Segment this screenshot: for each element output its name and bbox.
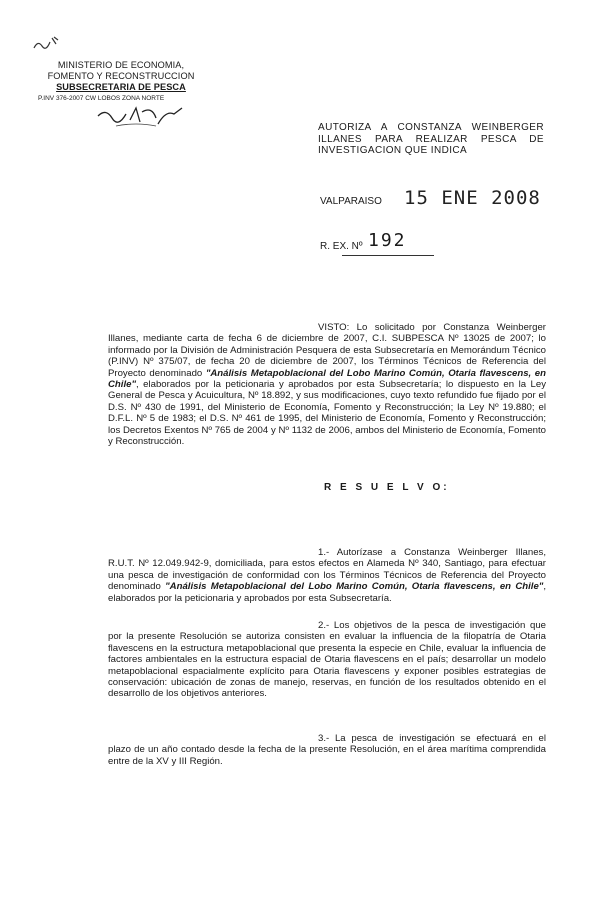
resolution-number: 192 [368,230,407,251]
project-title: "Análisis Metapoblacional del Lobo Marino Común, Otaria flavescens, en Chile" [108,367,546,391]
header-reference: P.INV 376-2007 CW LOBOS ZONA NORTE [38,95,165,102]
item2-paragraph: 2.- Los objetivos de la pesca de investigación que por la presente Resolución se autoriza consisten en evaluar la influencia de la filopatría de Otaria flavescens en la estructura metapoblacional que presenta la especie en Chile, evaluar la influencia de factores ambientales en la estructura espacial de Otaria flavescens en el país; desarrollar un modelo metapoblacional espacialmente explícito para Otaria flavescens y exponer posibles estrategias de conservación: ubicación de zonas de manejo, reservas, en función de los resultados obtenido en el desarrollo de los objetivos anteriores. [108,620,546,700]
resolution-label: R. EX. Nº [320,241,363,252]
subject-title: AUTORIZA A CONSTANZA WEINBERGER ILLANES PARA REALIZAR PESCA DE INVESTIGACION QUE INDICA [318,122,544,156]
visto-lead: VISTO: [318,322,350,333]
handwritten-mark-icon [32,34,62,52]
header-line3: SUBSECRETARIA DE PESCA [56,82,186,92]
place-label: VALPARAISO [320,196,382,207]
resolution-underline [342,255,434,256]
resuelvo-heading: R E S U E L V O: [324,482,450,493]
header-line2: FOMENTO Y RECONSTRUCCION [47,71,195,81]
visto-text-part2: , elaborados por la peticionaria y aprobados por esta Subsecretaría; lo dispuesto en la Ley General de Pesca y Acuicultura, Nº 18.892, y sus modificaciones, cuyo texto refundido fue fijado por el D.S. Nº 430 de 1991, del Ministerio de Economía, Fomento y Reconstrucción; la Ley Nº 19.880; el D.F.L. Nº 5 de 1983; el D.S. Nº 461 de 1995, del Ministerio de Economía, Fomento y Reconstrucción; los Decretos Exentos Nº 765 de 2004 y Nº 1132 de 2006, ambos del Ministerio de Economía, Fomento y Reconstrucción. [108,379,546,448]
item1-project-title: "Análisis Metapoblacional del Lobo Marino Común, Otaria flavescens, en Chile" [165,581,544,593]
signature-scribble-icon [96,104,186,130]
item1-text-part2: , elaborados por la peticionaria y aprobados por esta Subsecretaría. [108,581,546,604]
ministry-header [36,60,206,104]
visto-paragraph [108,322,546,447]
item3-paragraph: 3.- La pesca de investigación se efectuará en el plazo de un año contado desde la fecha de la presente Resolución, en el área marítima comprendida entre de la XV y III Región. [108,733,546,767]
item1-paragraph [108,547,546,604]
visto-text-part1: Lo solicitado por Constanza Weinberger Illanes, mediante carta de fecha 6 de diciembre de 2007, C.I. SUBPESCA Nº 13025 de 2007; lo informado por la División de Administración Pesquera de esta Subsecretaría en Memorándum Técnico (P.INV) Nº 375/07, de fecha 20 de diciembre de 2007, los Términos Técnicos de Referencia del Proyecto denominado [108,322,546,379]
header-line1: MINISTERIO DE ECONOMIA, [57,60,185,70]
item1-text-part1: 1.- Autorízase a Constanza Weinberger Illanes, R.U.T. Nº 12.049.942-9, domiciliada, para estos efectos en Alameda Nº 340, Santiago, para efectuar una pesca de investigación de conformidad con los Términos Técnicos de Referencia del Proyecto denominado [108,547,546,593]
date-stamp: 15 ENE 2008 [404,187,541,209]
